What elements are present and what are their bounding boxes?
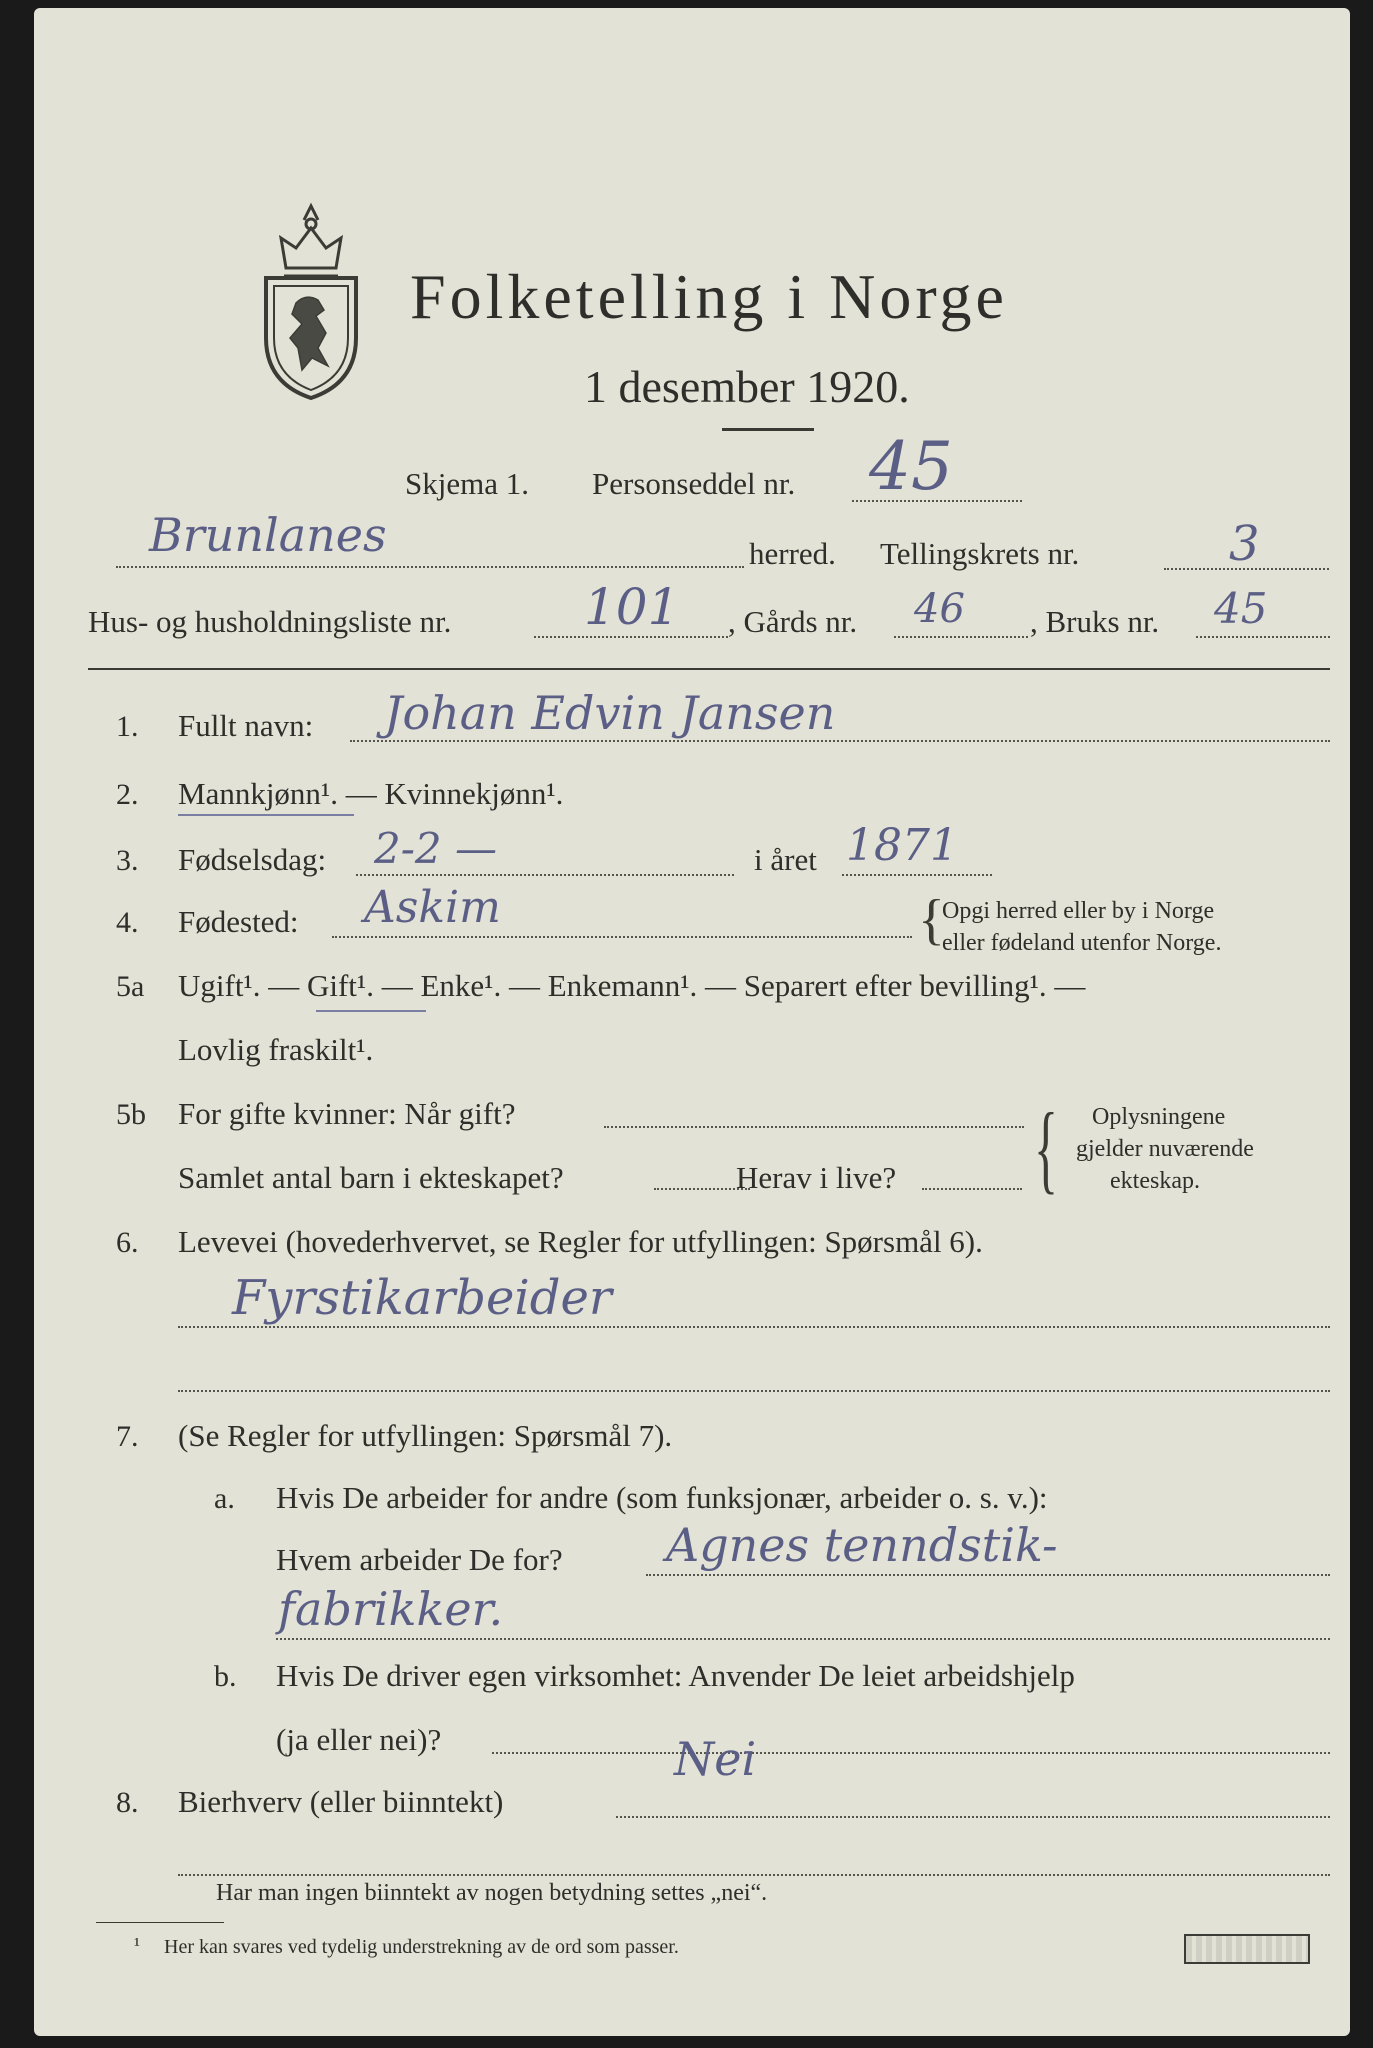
husliste-line <box>534 636 728 638</box>
location-divider <box>88 668 1330 670</box>
q8-line-1 <box>616 1816 1330 1818</box>
gards-label: , Gårds nr. <box>728 604 858 639</box>
q4-brace: { <box>918 889 945 951</box>
q3-value: 2-2 — <box>374 824 497 873</box>
q6-value: Fyrstikarbeider <box>232 1270 612 1326</box>
q2-mannkjonn-underline <box>178 814 354 816</box>
husliste-label: Hus- og husholdningsliste nr. <box>88 604 452 639</box>
q8-label: Bierhverv (eller biinntekt) <box>178 1784 504 1819</box>
herred-value: Brunlanes <box>149 508 387 562</box>
q3-year-label: i året <box>754 842 817 877</box>
q4-note-line-2: eller fødeland utenfor Norge. <box>942 930 1222 956</box>
q3-year-value: 1871 <box>846 820 958 871</box>
q5a-gift-underline <box>316 1010 426 1012</box>
personseddel-label: Personseddel nr. <box>592 466 796 501</box>
q5b-alive-line <box>922 1188 1022 1190</box>
q7b-label-line-1: Hvis De driver egen virksomhet: Anvender De leiet arbeidshjelp <box>276 1658 1075 1693</box>
schema-label: Skjema 1. <box>405 466 529 501</box>
q5b-note-line-2: gjelder nuværende <box>1076 1136 1254 1162</box>
q1-value: Johan Edvin Jansen <box>384 686 836 740</box>
q7a-number: a. <box>214 1482 235 1515</box>
q3-number: 3. <box>116 844 139 877</box>
q7b-number: b. <box>214 1660 237 1693</box>
q3-label: Fødselsdag: <box>178 842 327 877</box>
q6-line-1 <box>178 1326 1330 1328</box>
census-form-sheet <box>34 8 1350 2036</box>
herred-line <box>116 566 744 568</box>
form-title: Folketelling i Norge <box>410 261 1008 332</box>
q5b-number: 5b <box>116 1098 146 1131</box>
footnote-mark: ¹ <box>134 1934 140 1956</box>
q7b-label-line-2: (ja eller nei)? <box>276 1722 442 1757</box>
q5a-label-line-2: Lovlig fraskilt¹. <box>178 1032 374 1067</box>
footnote-text: Her kan svares ved tydelig understrekning av de ord som passer. <box>164 1936 679 1958</box>
q7a-value-line-1: Agnes tenndstik- <box>666 1518 1058 1572</box>
q1-number: 1. <box>116 710 139 743</box>
q4-value: Askim <box>364 882 501 933</box>
tellingskrets-label: Tellingskrets nr. <box>880 536 1080 571</box>
q1-label: Fullt navn: <box>178 708 314 743</box>
q5a-number: 5a <box>116 970 145 1003</box>
q3-year-line <box>842 874 992 876</box>
q7a-value-line-2: fabrikker. <box>278 1582 504 1636</box>
herred-label: herred. <box>749 536 836 571</box>
q7-number: 7. <box>116 1420 139 1453</box>
gards-line <box>894 636 1028 638</box>
q7a-line-1 <box>646 1574 1330 1576</box>
q5b-note-line-3: ekteskap. <box>1110 1168 1200 1194</box>
q8-value: Nei <box>674 1732 757 1786</box>
bruks-value: 45 <box>1214 584 1268 633</box>
q4-label: Fødested: <box>178 904 299 939</box>
gards-value: 46 <box>914 586 965 632</box>
bruks-label: , Bruks nr. <box>1030 604 1160 639</box>
q5b-label-line-2: Samlet antal barn i ekteskapet? <box>178 1160 564 1195</box>
q4-line <box>332 936 912 938</box>
q8-line-2 <box>178 1874 1330 1876</box>
q4-number: 4. <box>116 906 139 939</box>
q7a-line-2 <box>276 1638 1330 1640</box>
q5a-label-line-1: Ugift¹. — Gift¹. — Enke¹. — Enkemann¹. — Separert efter bevilling¹. — <box>178 968 1086 1003</box>
q8-number: 8. <box>116 1786 139 1819</box>
q7-label: (Se Regler for utfyllingen: Spørsmål 7). <box>178 1418 673 1453</box>
norwegian-coat-of-arms-icon <box>246 198 376 403</box>
q5b-married-line <box>604 1126 1024 1128</box>
personseddel-value: 45 <box>869 428 953 505</box>
header-rule <box>722 428 814 431</box>
printer-stamp-icon <box>1184 1934 1310 1964</box>
q5b-label-line-3: Herav i live? <box>736 1160 897 1195</box>
q3-day-line <box>356 874 734 876</box>
q7a-label-line-2: Hvem arbeider De for? <box>276 1542 563 1577</box>
q7a-label-line-1: Hvis De arbeider for andre (som funksjonær, arbeider o. s. v.): <box>276 1480 1048 1515</box>
q4-note-line-1: Opgi herred eller by i Norge <box>942 898 1215 924</box>
q7b-line <box>492 1752 1330 1754</box>
q2-number: 2. <box>116 778 139 811</box>
census-date: 1 desember 1920. <box>584 361 910 412</box>
husliste-value: 101 <box>584 578 680 636</box>
footnote-rule <box>96 1922 224 1923</box>
bruks-line <box>1196 636 1330 638</box>
biinntekt-note: Har man ingen biinntekt av nogen betydning settes „nei“. <box>216 1880 768 1906</box>
q5b-brace: { <box>1034 1092 1058 1203</box>
q6-label: Levevei (hovederhvervet, se Regler for utfyllingen: Spørsmål 6). <box>178 1224 983 1259</box>
q6-number: 6. <box>116 1226 139 1259</box>
q5b-label-line-1: For gifte kvinner: Når gift? <box>178 1096 516 1131</box>
q2-label: Mannkjønn¹. — Kvinnekjønn¹. <box>178 776 564 811</box>
tellingskrets-value: 3 <box>1229 516 1260 572</box>
q5b-note-line-1: Oplysningene <box>1092 1104 1226 1130</box>
q1-line <box>350 740 1330 742</box>
q6-line-2 <box>178 1390 1330 1392</box>
